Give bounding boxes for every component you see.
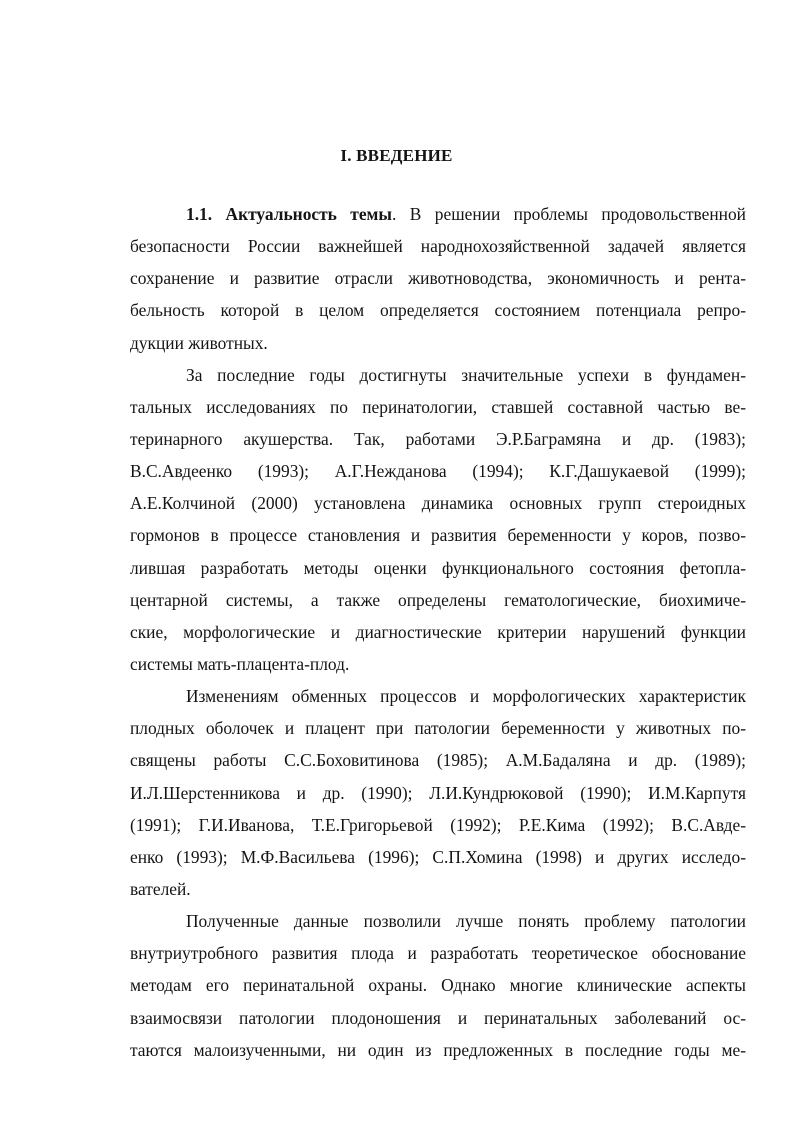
text-line: таются малоизученными, ни один из предложенных в последние годы ме- [130,1039,746,1060]
text-line: методам его перинатальной охраны. Однако многие клинические аспекты [130,975,746,996]
chapter-heading: I. ВВЕДЕНИЕ [340,146,453,165]
text-line: вателей. [130,878,191,899]
paragraph-findings [130,905,746,1066]
text-line: гормонов в процессе становления и развития беременности у коров, позво- [130,525,746,546]
text-line: енко (1993); М.Ф.Васильева (1996); С.П.Хомина (1998) и других исследо- [130,846,746,867]
text-line: За последние годы достигнуты значительные успехи в фундамен- [186,364,746,385]
section-title: 1.1. Актуальность темы [186,204,392,224]
text-line: (1991); Г.И.Иванова, Т.Е.Григорьевой (1992); Р.Е.Кима (1992); В.С.Авде- [130,814,746,835]
paragraph-relevance [130,198,746,359]
text-line: священы работы С.С.Боховитинова (1985); А.М.Бадаляна и др. (1989); [130,750,746,771]
text-line: взаимосвязи патологии плодоношения и перинатальных заболеваний ос- [130,1007,746,1028]
text-line: теринарного акушерства. Так, работами Э.Р.Баграмяна и др. (1983); [130,428,746,449]
text-line: дукции животных. [130,332,268,353]
body-text [130,198,746,1066]
text-line: В.С.Авдеенко (1993); А.Г.Нежданова (1994); К.Г.Дашукаевой (1999); [130,461,746,482]
text-line: Полученные данные позволили лучше понять проблему патологии [186,911,746,932]
text-line: тальных исследованиях по перинатологии, ставшей составной частью ве- [130,396,746,417]
text-line: бельность которой в целом определяется состоянием потенциала репро- [130,300,746,321]
text-line: системы мать-плацента-плод. [130,653,350,674]
text-line: Изменениям обменных процессов и морфологических характеристик [186,686,746,707]
text-line: И.Л.Шерстенникова и др. (1990); Л.И.Кундрюковой (1990); И.М.Карпутя [130,782,746,803]
text-line: сохранение и развитие отрасли животноводства, экономичность и рента- [130,268,746,289]
text-line: внутриутробного развития плода и разработать теоретическое обоснование [130,943,746,964]
paragraph-achievements [130,359,746,680]
text-line [130,198,746,230]
text-line: плодных оболочек и плацент при патологии беременности у животных по- [130,718,746,739]
text-line: центарной системы, а также определены гематологические, биохимиче- [130,589,746,610]
text-line: лившая разработать методы оценки функционального состояния фетопла- [130,557,746,578]
text-line: А.Е.Колчиной (2000) установлена динамика основных групп стероидных [130,493,746,514]
text-line-content: . В решении проблемы продовольственной [391,204,746,224]
text-line: безопасности России важнейшей народнохозяйственной задачей является [130,236,746,257]
paragraph-metabolic-changes [130,680,746,905]
text-line: ские, морфологические и диагностические критерии нарушений функции [130,621,746,642]
